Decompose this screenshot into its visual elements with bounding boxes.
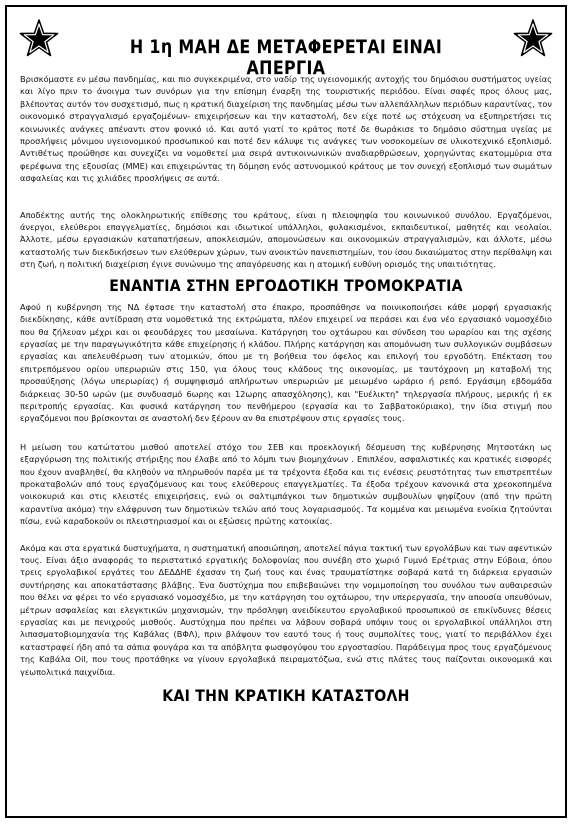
- star-left-icon: [19, 19, 59, 59]
- page-title: Η 1η ΜΑΗ ΔΕ ΜΕΤΑΦΕΡΕΤΑΙ ΕΙΝΑΙ ΑΠΕΡΓΙΑ: [129, 37, 443, 79]
- paragraph-accidents: Ακόμα και στα εργατικά δυστυχήματα, η συστηματική αποσιώπηση, αποτελεί πάγια τακτική των εργολάβων και των αφεντικών τους. Είναι άξιο αναφοράς το περιστατικό εργατικής δολοφονίας που συνέβη στο χωριό Γυμνό Ερέτριας στην Εύβοια, όπου τρεις εργολαβικοί εργάτες του ΔΕΔΔΗΕ έχασαν τη ζωή τους και ένας τραυματίστηκε σοβαρά κατά τη διάρκεια εργασιών συντήρησης και αποκατάστασης βλάβης. Ένα δυστύχημα που επιβεβαιώνει την νομιμοποίηση του συνόλου των αυθαιρεσιών που θέλει να φέρει το νέο εργασιακό νομοσχέδιο, με την κατάργηση του οχτάωρου, την υπερεργασία, την απουσία υπευθύνων, μέτρων ασφαλείας και ελεγκτικών μηχανισμών, την πρόσληψη ανειδίκευτου εργολαβικού προσωπικού σε επικίνδυνες θέσεις εργασίας και με πενιχρούς μισθούς. Αυστύχημα που πρέπει να λάβουν σοβαρά υπόψιν τους οι εργολαβικοί υπάλληλοι στη λιπασματοβιομηχανία της Καβάλας (ΒΦΛ), πριν βλάψουν τον εαυτό τους ή τους συμπολίτες τους, γιατί το περιβάλλον έχει καταστραφεί ήδη από τα σάπια φουγάρα και τα απόβλητα φωσφογύψου του εργοστασίου. Παράδειγμα προς τους εργαζόμενους της Καβάλα Oil, που τους προτάθηκε να γίνουν εργολαβικά πειραματόζωα, ενώ στις πλάτες τους παίζονται οικονομικά και γεωπολιτικά παιχνίδια.: [20, 542, 552, 677]
- poster: [5, 5, 567, 818]
- footer-heading: ΚΑΙ ΤΗΝ ΚΡΑΤΙΚΗ ΚΑΤΑΣΤΟΛΗ: [162, 686, 410, 706]
- star-right-icon: [513, 19, 553, 59]
- paragraph-pandemic: Βρισκόμαστε εν μέσω πανδημίας, και πιο συγκεκριμένα, στο ναδίρ της υγειονομικής αντοχής του δημόσιου συστήματος υγείας και λίγο πριν το άνοιγμα των συνόρων για την επίσημη έναρξη της τουριστικής περιόδου. Είναι σαφές προς όλους μας, βλέποντας αυτόν τον συσχετισμό, πως η κρατική διαχείριση της πανδημίας μέσω των αλλεπάλληλων περιόδων καραντίνας, τον οικονομικό στραγγαλισμό εργαζομένων- επιχειρήσεων και την καταστολή, δεν είχε ποτέ ως στόχευση να εξυπηρετήσει τις κοινωνικές ανάγκες απέναντι στον φονικό ιό. Και αυτό γιατί το κράτος ποτέ δε θωράκισε το δημόσιο σύστημα υγείας με προσλήψεις μόνιμου υγειονομικού προσωπικού και ποτέ δεν κάλυψε τις ανάγκες των νοσοκομείων σε υλικοτεχνικό εξοπλισμό. Αντιθέτως προώθησε και συνεχίζει να νομοθετεί μια σειρά αντικοινωνικών αναδιαρθρώσεων, χορηγώντας εκατομμύρια στα φερέφωνα της εξουσίας (ΜΜΕ) και επιχειρώντας τη δόμηση ενός αστυνομικού κράτους με τον συνεχή εξοπλισμό των σωμάτων ασφαλείας και τις χιλιάδες προσλήψεις σε αυτά.: [20, 74, 552, 184]
- section-heading: ΕΝΑΝΤΙΑ ΣΤΗΝ ΕΡΓΟΔΟΤΙΚΗ ΤΡΟΜΟΚΡΑΤΙΑ: [109, 275, 463, 295]
- paragraph-labor-bill: Αφού η κυβέρνηση της ΝΔ έφτασε την καταστολή στο έπακρο, προσπάθησε να ποινικοποιήσει κάθε μορφή εργασιακής διεκδίκησης, κάθε αντίδραση στα νομοθετικά της εκτρώματα, πλέον επιχειρεί να περάσει και ένα νέο εργασιακό νομοσχέδιο που θα ζήλευαν μέχρι και οι φεουδάρχες του μεσαίωνα. Κατάργηση του οχτάωρου και σύνδεση του ωραρίου και της σχέσης εργασίας με την παραγωγικότητα κάθε επιχείρησης ή κλάδου. Πλήρης κατάργηση και απομόνωση των συλλογικών συμβάσεων εργασίας και απελευθέρωση των ατομικών, όπου με τη βοήθεια του όφελος και επιλογή του εργοδότη. Επέκταση του επιτρεπόμενου ορίου υπερωριών στις 150, για όλους τους κλάδους της οικονομίας, με ταυτόχρονη μη καταβολή της προσαύξησης (λόγω υπερωρίας) ή συμψηφισμό απλήρωτων υπερωριών με μειωμένο ωράριο ή ρεπό. Εργάσιμη εβδομάδα διάρκειας 30-50 ωρών (με συνδυασμό 6ωρης και 12ωρης απασχόλησης), και "Ευέλικτη" τηλεργασία πλήρους, μερικής ή εκ περιτροπής εργασίας. Και φυσικά κατάργηση του πενθήμερου (εργασία και το Σαββατοκύριακο), την ίδια στιγμή που εργαζόμενοι που βρίσκονται σε αναστολή δεν ξέρουν αν θα επιστρέψουν στις εργασίες τους.: [20, 301, 552, 424]
- paragraph-society: Αποδέκτης αυτής της ολοκληρωτικής επίθεσης του κράτους, είναι η πλειοψηφία του κοινωνικού συνόλου. Εργαζόμενοι, άνεργοι, ελεύθεροι επαγγελματίες, δημόσιοι και ιδιωτικοί υπάλληλοι, φυλακισμένοι, εκπαιδευτικοί, μαθητές και νεολαίοι. Άλλοτε, μέσω εργασιακών καταπατήσεων, αποκλεισμών, απομονώσεων και οικονομικών στραγγαλισμών, και άλλοτε, μέσω καταστολής των διεκδικήσεων των ελεύθερων χώρων, των ανοικτών πανεπιστημίων, του ίσου δικαιώματος στην περίθαλψη και στη ζωή, η πολιτική διαχείριση έγινε συνώνυμο της απαγόρευσης και η ατομική ευθύνη ορισμός της υπαιτιότητας.: [20, 209, 552, 270]
- poster-header: [7, 7, 565, 79]
- paragraph-minimum-wage: Η μείωση του κατώτατου μισθού αποτελεί στόχο του ΣΕΒ και προεκλογική δέσμευση της κυβέρνησης Μητσοτάκη ως εξαργύρωση της πολιτικής στήριξης που έλαβε από το λόμπι των βιομηχάνων . Επιπλέον, ασφαλιστικές και κρατικές εισφορές που έχουν αναβληθεί, θα κληθούν να πληρωθούν παρέα με τα τρέχοντα έξοδα και τις ενέσεις ρευστότητας των επιστρεπτέων προκαταβολών από τους εργαζόμενους και τους ελεύθερους επαγγελματίες. Τα έξοδα τρέχουν κανονικά στα χρεοκοπημένα νοικοκυριά και στις κλειστές επιχειρήσεις, ενώ οι σαλτιμπάγκοι των δημοτικών συμβουλίων ψηφίζουν (από την πρώτη καραντίνα ακόμα) την ελάφρυνση των δημοτικών τελών από τους λογαριασμούς. Τα κομμένα και μειωμένα ενοίκια ζητούνται πίσω, ενώ καραδοκούν οι πλειστηριασμοί και οι εξώσεις πρώτης κατοικίας.: [20, 441, 552, 527]
- poster-body: [20, 73, 552, 711]
